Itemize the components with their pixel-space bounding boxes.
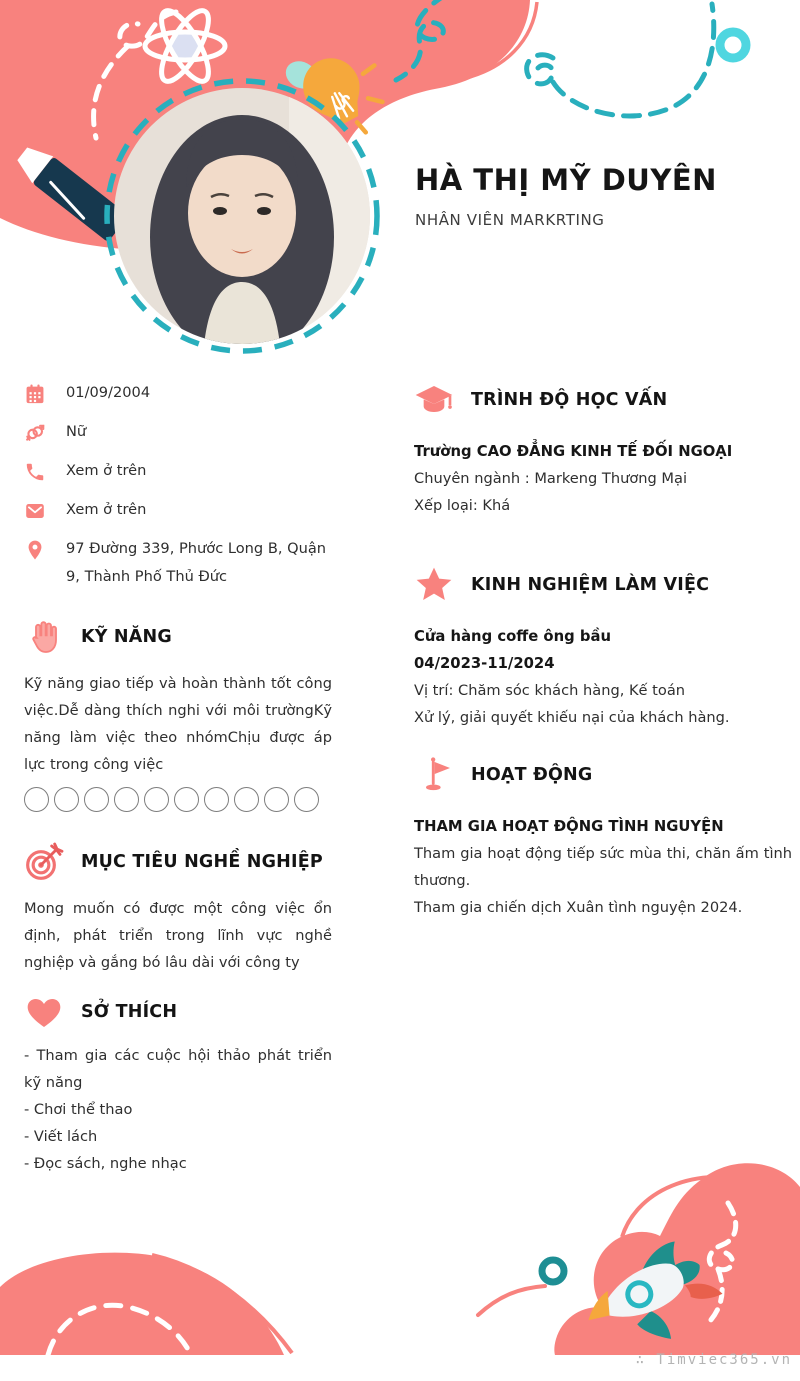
skill-level-dot xyxy=(84,787,109,812)
section-header-experience xyxy=(414,565,792,605)
skill-level-dot xyxy=(54,787,79,812)
section-header-education xyxy=(414,380,792,420)
pink-small-arc xyxy=(478,1286,545,1315)
skill-level-dots xyxy=(24,787,332,812)
location-icon xyxy=(24,539,46,561)
candidate-name: HÀ THỊ MỸ DUYÊN xyxy=(415,163,717,197)
heart-icon xyxy=(24,992,64,1032)
education-title: TRÌNH ĐỘ HỌC VẤN xyxy=(471,390,668,410)
teal-ring-icon xyxy=(720,32,746,58)
skill-level-dot xyxy=(234,787,259,812)
skills-body: Kỹ năng giao tiếp và hoàn thành tốt công việc.Dễ dàng thích nghi với môi trườngKỹ năng làm việc theo nhómChịu được áp lực trong công việc xyxy=(24,675,332,773)
experience-period: 04/2023-11/2024 xyxy=(414,655,555,672)
candidate-job-title: NHÂN VIÊN MARKRTING xyxy=(415,211,605,229)
hobby-item: - Chơi thể thao xyxy=(24,1101,133,1118)
watermark: ∴ Timviec365.vn xyxy=(635,1352,792,1368)
skill-level-dot xyxy=(204,787,229,812)
experience-body xyxy=(414,623,792,731)
gender-value: Nữ xyxy=(66,423,87,440)
contact-row-phone xyxy=(24,460,332,485)
graduation-cap-icon xyxy=(414,380,454,420)
activities-line1: Tham gia hoạt động tiếp sức mùa thi, chăn ấm tình thương. xyxy=(414,845,792,889)
contact-row-gender xyxy=(24,421,332,446)
header-block xyxy=(415,163,785,229)
skill-level-dot xyxy=(264,787,289,812)
activities-line2: Tham gia chiến dịch Xuân tình nguyện 2024. xyxy=(414,899,743,916)
calendar-icon xyxy=(24,383,46,405)
right-column xyxy=(414,380,792,921)
hobbies-title: SỞ THÍCH xyxy=(81,1002,178,1022)
activities-title: HOẠT ĐỘNG xyxy=(471,765,593,785)
gender-icon xyxy=(24,422,46,444)
bottom-decoration xyxy=(0,1141,800,1381)
experience-detail: Xử lý, giải quyết khiếu nại của khách hàng. xyxy=(414,709,730,726)
contact-row-birthday xyxy=(24,382,332,407)
contact-row-email xyxy=(24,499,332,524)
contact-row-address xyxy=(24,538,332,591)
section-header-objective xyxy=(24,842,332,882)
hobby-item: - Đọc sách, nghe nhạc xyxy=(24,1155,187,1172)
experience-title: KINH NGHIỆM LÀM VIỆC xyxy=(471,575,710,595)
experience-company: Cửa hàng coffe ông bầu xyxy=(414,628,611,645)
hand-icon xyxy=(24,617,64,657)
education-school: Trường CAO ĐẲNG KINH TẾ ĐỐI NGOẠI xyxy=(414,443,733,460)
teal-ring-bottom-icon xyxy=(542,1260,564,1282)
skills-title: KỸ NĂNG xyxy=(81,627,172,647)
email-value: Xem ở trên xyxy=(66,501,147,518)
section-header-activities xyxy=(414,755,792,795)
section-header-skills xyxy=(24,617,332,657)
email-icon xyxy=(24,500,46,522)
target-icon xyxy=(24,842,64,882)
profile-photo xyxy=(103,77,381,355)
skill-level-dot xyxy=(294,787,319,812)
section-header-hobbies xyxy=(24,992,332,1032)
left-column xyxy=(24,382,332,1177)
objective-title: MỤC TIÊU NGHỀ NGHIỆP xyxy=(81,852,323,872)
skill-level-dot xyxy=(174,787,199,812)
objective-body: Mong muốn có được một công việc ổn định, phát triển trong lĩnh vực nghề nghiệp và gắng bó lâu dài với công ty xyxy=(24,900,332,971)
education-major: Chuyên ngành : Markeng Thương Mại xyxy=(414,470,688,487)
pink-cloud-bottom-right xyxy=(554,1163,800,1355)
activities-body xyxy=(414,813,792,921)
phone-icon xyxy=(24,461,46,483)
activities-heading: THAM GIA HOẠT ĐỘNG TÌNH NGUYỆN xyxy=(414,818,724,835)
birthday-value: 01/09/2004 xyxy=(66,384,151,401)
skill-level-dot xyxy=(24,787,49,812)
skill-level-dot xyxy=(114,787,139,812)
star-icon xyxy=(414,565,454,605)
pink-dome-bottom-left xyxy=(0,1253,284,1355)
hobby-item: - Viết lách xyxy=(24,1128,98,1145)
education-grade: Xếp loại: Khá xyxy=(414,497,511,514)
skill-level-dot xyxy=(144,787,169,812)
hobby-item: - Tham gia các cuộc hội thảo phát triển kỹ năng xyxy=(24,1047,332,1091)
education-body xyxy=(414,438,792,519)
phone-value: Xem ở trên xyxy=(66,462,147,479)
flag-icon xyxy=(414,755,454,795)
address-value: 97 Đường 339, Phước Long B, Quận 9, Thành Phố Thủ Đức xyxy=(66,540,327,585)
experience-position: Vị trí: Chăm sóc khách hàng, Kế toán xyxy=(414,682,686,699)
